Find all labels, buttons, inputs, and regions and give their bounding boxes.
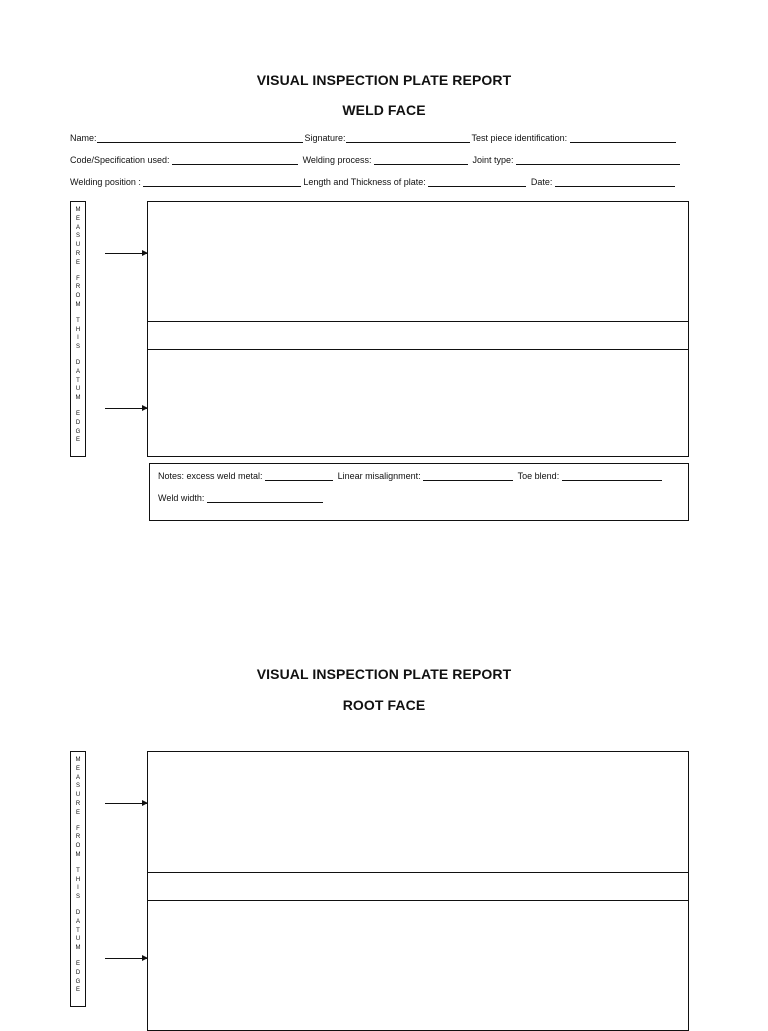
name-label: Name: [70, 133, 97, 143]
notes-box [149, 463, 689, 521]
code-spec-field[interactable] [172, 154, 298, 165]
excess-weld-label: Notes: excess weld metal: [158, 471, 263, 481]
length-thickness-label: Length and Thickness of plate: [303, 177, 426, 187]
root-datum-edge-strip: M E A S U R E F R O M T H I S D A T U M E D G E [70, 751, 86, 1007]
datum-letter: M [75, 207, 81, 213]
test-piece-label: Test piece identification: [471, 133, 568, 143]
root-zone-upper-line [148, 872, 688, 873]
weld-zone-upper-line [148, 321, 688, 322]
weld-width-field[interactable] [207, 492, 323, 503]
welding-process-label: Welding process: [302, 155, 372, 165]
linear-misalignment-field[interactable] [423, 470, 513, 481]
test-piece-field[interactable] [570, 132, 676, 143]
name-field[interactable] [97, 132, 303, 143]
top-datum-arrow [105, 253, 147, 254]
signature-label: Signature: [304, 133, 346, 143]
joint-type-field[interactable] [516, 154, 680, 165]
root-top-datum-arrow [105, 803, 147, 804]
weld-width-label: Weld width: [158, 493, 205, 503]
joint-type-label: Joint type: [472, 155, 514, 165]
linear-misalignment-label: Linear misalignment: [337, 471, 421, 481]
code-spec-label: Code/Specification used: [70, 155, 170, 165]
welding-position-field[interactable] [143, 176, 301, 187]
weld-face-sketch-box[interactable] [147, 201, 689, 457]
welding-process-field[interactable] [374, 154, 468, 165]
datum-edge-strip: M E A S U R E F R O M T H I S D A T U M E D G E [70, 201, 86, 457]
weld-face-report-title: VISUAL INSPECTION PLATE REPORT [256, 72, 512, 88]
root-face-sketch-box[interactable] [147, 751, 689, 1031]
toe-blend-label: Toe blend: [517, 471, 560, 481]
toe-blend-field[interactable] [562, 470, 662, 481]
notes-row-1 [158, 470, 664, 481]
date-label: Date: [530, 177, 553, 187]
root-bottom-datum-arrow [105, 958, 147, 959]
date-field[interactable] [555, 176, 675, 187]
notes-row-2 [158, 492, 325, 503]
signature-field[interactable] [346, 132, 470, 143]
weld-face-subtitle: WELD FACE [342, 102, 426, 118]
weld-zone-lower-line [148, 349, 688, 350]
length-thickness-field[interactable] [428, 176, 526, 187]
welding-position-label: Welding position : [70, 177, 141, 187]
root-face-report-title: VISUAL INSPECTION PLATE REPORT [256, 666, 512, 682]
root-zone-lower-line [148, 900, 688, 901]
field-row-2 [70, 154, 700, 165]
root-face-subtitle: ROOT FACE [342, 697, 426, 713]
excess-weld-field[interactable] [265, 470, 333, 481]
field-row-3 [70, 176, 700, 187]
bottom-datum-arrow [105, 408, 147, 409]
field-row-1 [70, 132, 700, 143]
